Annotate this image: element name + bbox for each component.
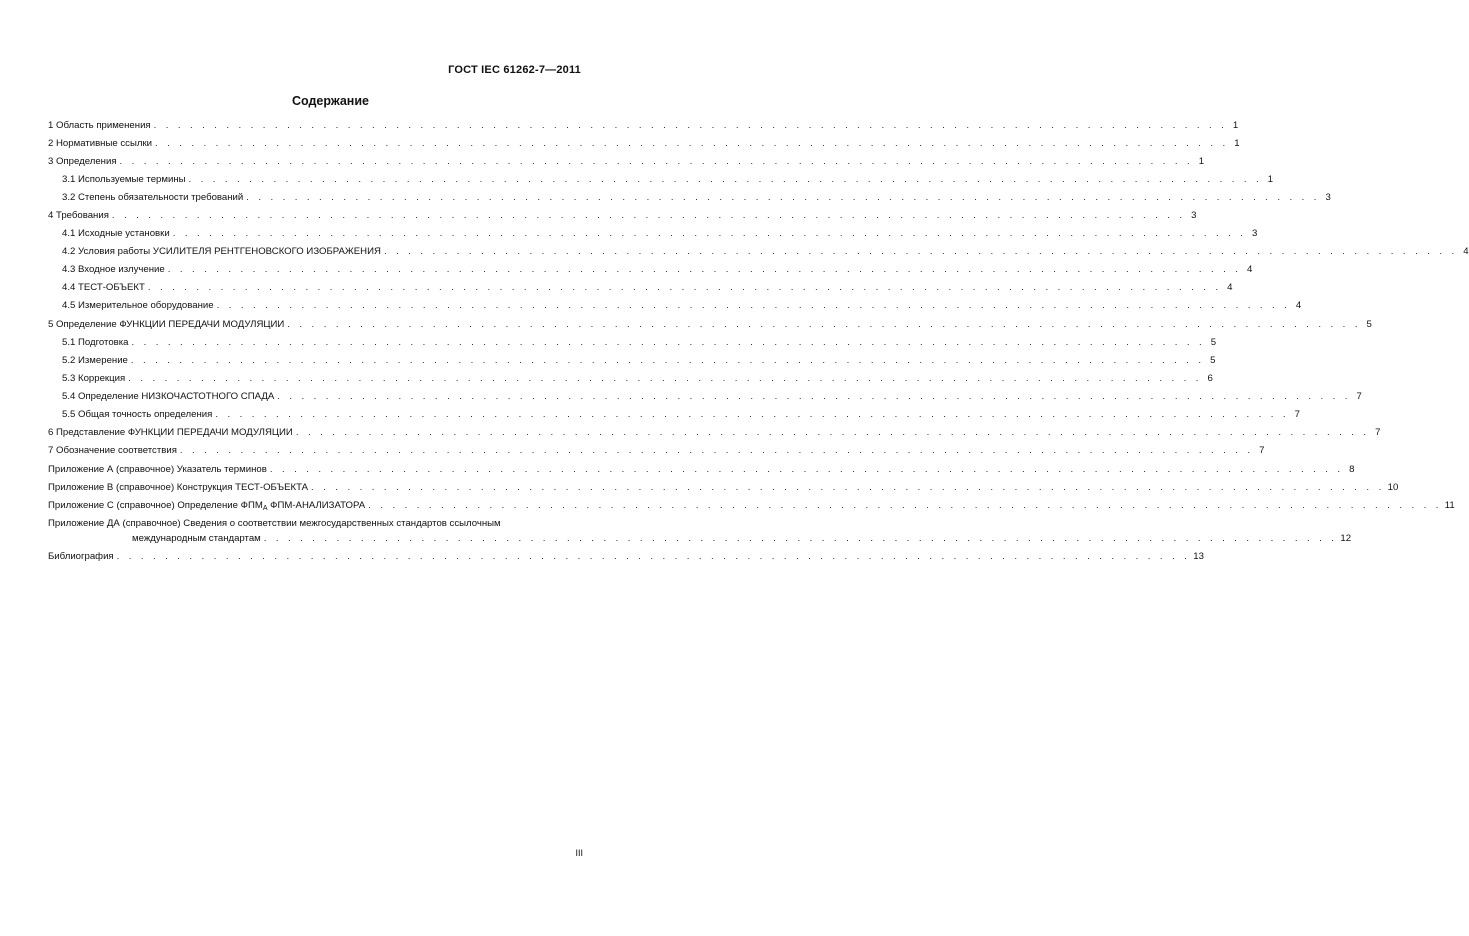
toc-entry-page: 7	[1294, 409, 1300, 420]
toc-entry-label: 2 Нормативные ссылки	[48, 138, 153, 149]
standard-code: ГОСТ IEC 61262-7—2011	[448, 64, 581, 76]
toc-entry[interactable]	[62, 174, 1274, 188]
toc-entry[interactable]	[62, 192, 1331, 206]
toc-entry-label: 4.5 Измерительное оборудование	[62, 300, 214, 311]
toc-leader: . . . . . . . . . . . . . . . . . . . . . . . . . . . . . . . . . . . . . . . . . . . . . . . . . . . . . . . . . . . . . . . . . . . . . . . . . . . . . . . . . . . . . . . . .	[287, 319, 1361, 330]
toc-entry-label: 5.5 Общая точность определения	[62, 409, 213, 420]
toc-entry-label: 3 Определения	[48, 156, 117, 167]
toc-entry[interactable]	[48, 319, 1372, 333]
toc-entry-page: 1	[1267, 174, 1274, 185]
toc-leader: . . . . . . . . . . . . . . . . . . . . . . . . . . . . . . . . . . . . . . . . . . . . . . . . . . . . . . . . . . . . . . . . . . . . . . . . . . . . . . . . . . . . . . . . .	[153, 120, 1228, 131]
toc-entry[interactable]	[48, 156, 1205, 170]
toc-entry[interactable]	[62, 264, 1253, 278]
toc-leader: . . . . . . . . . . . . . . . . . . . . . . . . . . . . . . . . . . . . . . . . . . . . . . . . . . . . . . . . . . . . . . . . . . . . . . . . . . . . . . . . . . . . . . . . .	[263, 533, 1338, 544]
toc-entry[interactable]	[48, 210, 1197, 224]
toc-leader: . . . . . . . . . . . . . . . . . . . . . . . . . . . . . . . . . . . . . . . . . . . . . . . . . . . . . . . . . . . . . . . . . . . . . . . . . . . . . . . . . . . . . . . . .	[131, 337, 1206, 348]
toc-entry-page: 13	[1193, 551, 1204, 562]
toc-leader: . . . . . . . . . . . . . . . . . . . . . . . . . . . . . . . . . . . . . . . . . . . . . . . . . . . . . . . . . . . . . . . . . . . . . . . . . . . . . . . . . . . . . . . . .	[216, 300, 1291, 311]
toc-entry-page: 12	[1340, 533, 1352, 544]
toc-entry-label: 5.3 Коррекция	[62, 373, 126, 384]
toc-entry-page: 4	[1227, 282, 1233, 293]
toc-entry-page: 1	[1232, 120, 1239, 131]
toc-entry[interactable]	[48, 138, 1240, 152]
toc-entry-page: 7	[1375, 427, 1381, 438]
toc-entry-page: 3	[1325, 192, 1331, 203]
toc-leader: . . . . . . . . . . . . . . . . . . . . . . . . . . . . . . . . . . . . . . . . . . . . . . . . . . . . . . . . . . . . . . . . . . . . . . . . . . . . . . . . . . . . . . . . .	[246, 192, 1320, 203]
toc-entry[interactable]	[62, 355, 1216, 369]
toc-entry-page: 7	[1259, 445, 1265, 456]
toc-entry[interactable]	[62, 300, 1302, 314]
toc-entry[interactable]	[62, 373, 1213, 387]
toc-entry-page: 8	[1349, 464, 1355, 475]
toc-entry-label: 7 Обозначение соответствия	[48, 445, 177, 456]
toc-entry-label: 5 Определение ФУНКЦИИ ПЕРЕДАЧИ МОДУЛЯЦИИ	[48, 319, 285, 330]
toc-entry-label: 4.2 Условия работы УСИЛИТЕЛЯ РЕНТГЕНОВСКОГО ИЗОБРАЖЕНИЯ	[62, 246, 381, 257]
toc-entry-page: 1	[1234, 138, 1240, 149]
toc-entry[interactable]	[62, 409, 1300, 423]
toc-entry-label: 4.3 Входное излучение	[62, 264, 165, 275]
toc-entry[interactable]	[62, 282, 1233, 296]
toc-entry-label: Приложение А (справочное) Указатель терминов	[48, 464, 267, 475]
page-number: III	[575, 848, 583, 858]
toc-entry[interactable]	[48, 120, 1239, 134]
toc-entry[interactable]	[48, 482, 1399, 496]
toc-entry-label: международным стандартам	[132, 533, 261, 544]
toc-entry-page: 5	[1210, 337, 1217, 348]
toc-entry-page: 6	[1207, 373, 1213, 384]
toc-entry-continuation[interactable]	[132, 533, 1352, 547]
toc-entry-page: 4	[1295, 300, 1302, 311]
toc-entry-label: 4 Требования	[48, 210, 109, 221]
toc-leader: . . . . . . . . . . . . . . . . . . . . . . . . . . . . . . . . . . . . . . . . . . . . . . . . . . . . . . . . . . . . . . . . . . . . . . . . . . . . . . . . . . . . . . . . .	[277, 391, 1351, 402]
toc-entry[interactable]	[48, 500, 1455, 514]
toc-entry[interactable]	[62, 228, 1258, 242]
toc-leader: . . . . . . . . . . . . . . . . . . . . . . . . . . . . . . . . . . . . . . . . . . . . . . . . . . . . . . . . . . . . . . . . . . . . . . . . . . . . . . . . . . . . . . . . .	[368, 500, 1442, 511]
toc-entry-label: Библиография	[48, 551, 114, 562]
toc-entry-page: 1	[1198, 156, 1205, 167]
toc-entry[interactable]	[48, 427, 1381, 441]
toc-leader: . . . . . . . . . . . . . . . . . . . . . . . . . . . . . . . . . . . . . . . . . . . . . . . . . . . . . . . . . . . . . . . . . . . . . . . . . . . . . . . . . . . . . . . . .	[172, 228, 1247, 239]
toc-entry-label: 4.4 ТЕСТ-ОБЪЕКТ	[62, 282, 145, 293]
toc-entry-label: Приложение ДА (справочное) Сведения о соответствии межгосударственных стандартов ссылочным	[48, 518, 501, 529]
toc-leader: . . . . . . . . . . . . . . . . . . . . . . . . . . . . . . . . . . . . . . . . . . . . . . . . . . . . . . . . . . . . . . . . . . . . . . . . . . . . . . . . . . . . . . . . .	[179, 445, 1254, 456]
toc-leader: . . . . . . . . . . . . . . . . . . . . . . . . . . . . . . . . . . . . . . . . . . . . . . . . . . . . . . . . . . . . . . . . . . . . . . . . . . . . . . . . . . . . . . . . .	[130, 355, 1205, 366]
toc-entry[interactable]	[48, 518, 583, 532]
toc-entry-page: 5	[1210, 355, 1216, 366]
toc-entry-page: 7	[1356, 391, 1362, 402]
toc-leader: . . . . . . . . . . . . . . . . . . . . . . . . . . . . . . . . . . . . . . . . . . . . . . . . . . . . . . . . . . . . . . . . . . . . . . . . . . . . . . . . . . . . . . . . .	[295, 427, 1370, 438]
toc-title: Содержание	[291, 94, 369, 108]
toc-leader: . . . . . . . . . . . . . . . . . . . . . . . . . . . . . . . . . . . . . . . . . . . . . . . . . . . . . . . . . . . . . . . . . . . . . . . . . . . . . . . . . . . . . . . . .	[215, 409, 1289, 420]
toc-leader: . . . . . . . . . . . . . . . . . . . . . . . . . . . . . . . . . . . . . . . . . . . . . . . . . . . . . . . . . . . . . . . . . . . . . . . . . . . . . . . . . . . . . . . . .	[167, 264, 1242, 275]
toc-entry-page: 10	[1387, 482, 1399, 493]
toc-leader: . . . . . . . . . . . . . . . . . . . . . . . . . . . . . . . . . . . . . . . . . . . . . . . . . . . . . . . . . . . . . . . . . . . . . . . . . . . . . . . . . . . . . . . . .	[111, 210, 1186, 221]
toc-entry-label: 6 Представление ФУНКЦИИ ПЕРЕДАЧИ МОДУЛЯЦИИ	[48, 427, 293, 438]
toc-entry-page: 4	[1463, 246, 1469, 257]
toc-entry-label: Приложение В (справочное) Конструкция ТЕСТ-ОБЪЕКТА	[48, 482, 309, 493]
toc-entry-page: 11	[1444, 500, 1455, 511]
toc-entry[interactable]	[62, 246, 1469, 260]
toc-leader: . . . . . . . . . . . . . . . . . . . . . . . . . . . . . . . . . . . . . . . . . . . . . . . . . . . . . . . . . . . . . . . . . . . . . . . . . . . . . . . . . . . . . . . . .	[383, 246, 1458, 257]
toc-entry-label: 3.2 Степень обязательности требований	[62, 192, 244, 203]
toc-entry-label: 5.1 Подготовка	[62, 337, 129, 348]
toc-leader: . . . . . . . . . . . . . . . . . . . . . . . . . . . . . . . . . . . . . . . . . . . . . . . . . . . . . . . . . . . . . . . . . . . . . . . . . . . . . . . . . . . . . . . . .	[128, 373, 1202, 384]
toc-entry[interactable]	[48, 551, 1204, 565]
toc-entry-label: 5.2 Измерение	[62, 355, 128, 366]
toc-leader: . . . . . . . . . . . . . . . . . . . . . . . . . . . . . . . . . . . . . . . . . . . . . . . . . . . . . . . . . . . . . . . . . . . . . . . . . . . . . . . . . . . . . . . . .	[147, 282, 1222, 293]
toc-leader: . . . . . . . . . . . . . . . . . . . . . . . . . . . . . . . . . . . . . . . . . . . . . . . . . . . . . . . . . . . . . . . . . . . . . . . . . . . . . . . . . . . . . . . . .	[155, 138, 1229, 149]
toc-entry[interactable]	[48, 445, 1265, 459]
toc-entry-page: 3	[1251, 228, 1258, 239]
toc-entry-label: 4.1 Исходные установки	[62, 228, 170, 239]
toc-entry[interactable]	[62, 391, 1362, 405]
toc-entry-page: 4	[1246, 264, 1253, 275]
toc-entry-label: Приложение С (справочное) Определение $ФПМ_A$ ФПМ-АНАЛИЗАТОРА	[48, 500, 366, 512]
toc-entry[interactable]	[62, 337, 1217, 351]
toc-entry[interactable]	[48, 464, 1355, 478]
toc-entry-label: 3.1 Используемые термины	[62, 174, 186, 185]
toc-entry-page: 5	[1366, 319, 1372, 330]
toc-entry-page: 3	[1191, 210, 1197, 221]
toc-leader: . . . . . . . . . . . . . . . . . . . . . . . . . . . . . . . . . . . . . . . . . . . . . . . . . . . . . . . . . . . . . . . . . . . . . . . . . . . . . . . . . . . . . . . . .	[311, 482, 1385, 493]
toc-entry-label: 1 Область применения	[48, 120, 151, 131]
toc-leader: . . . . . . . . . . . . . . . . . . . . . . . . . . . . . . . . . . . . . . . . . . . . . . . . . . . . . . . . . . . . . . . . . . . . . . . . . . . . . . . . . . . . . . . . .	[188, 174, 1263, 185]
toc-leader: . . . . . . . . . . . . . . . . . . . . . . . . . . . . . . . . . . . . . . . . . . . . . . . . . . . . . . . . . . . . . . . . . . . . . . . . . . . . . . . . . . . . . . . . .	[119, 156, 1194, 167]
toc-leader: . . . . . . . . . . . . . . . . . . . . . . . . . . . . . . . . . . . . . . . . . . . . . . . . . . . . . . . . . . . . . . . . . . . . . . . . . . . . . . . . . . . . . . . . .	[116, 551, 1191, 562]
toc-entry-label: 5.4 Определение НИЗКОЧАСТОТНОГО СПАДА	[62, 391, 275, 402]
toc-leader: . . . . . . . . . . . . . . . . . . . . . . . . . . . . . . . . . . . . . . . . . . . . . . . . . . . . . . . . . . . . . . . . . . . . . . . . . . . . . . . . . . . . . . . . .	[269, 464, 1344, 475]
